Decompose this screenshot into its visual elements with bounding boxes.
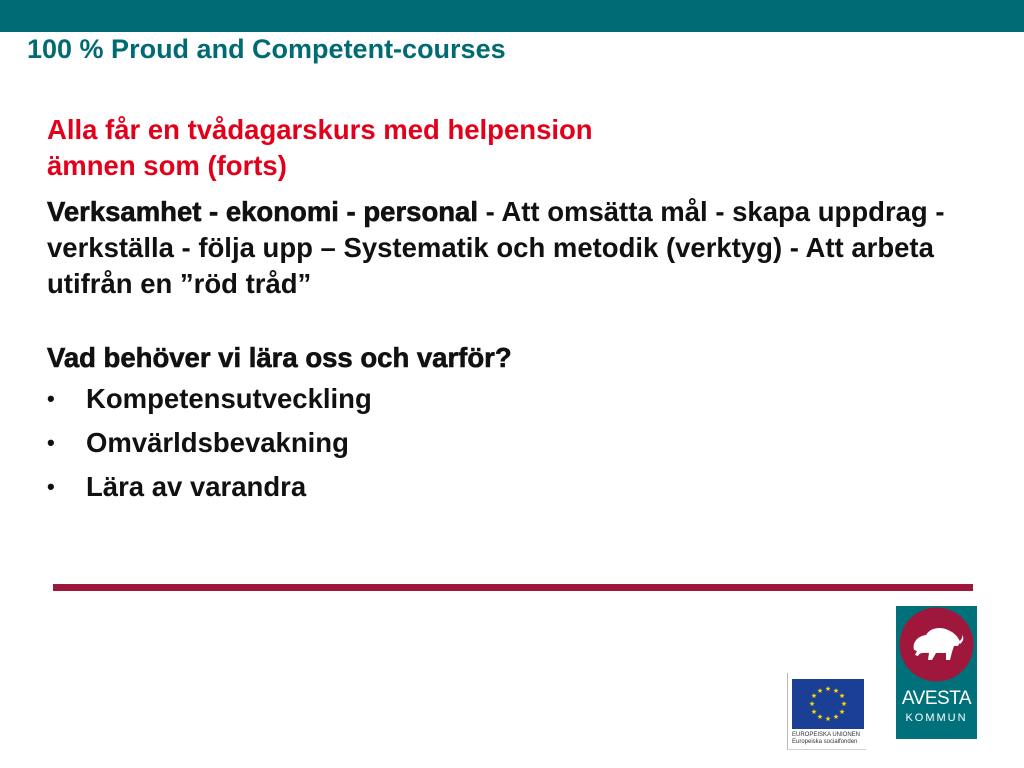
header-bar: [0, 0, 1024, 32]
svg-text:★: ★: [832, 687, 840, 695]
avesta-sub: KOMMUN: [905, 712, 968, 724]
bullet-icon: •: [47, 386, 55, 411]
slide-content: [47, 112, 947, 513]
divider: [53, 584, 973, 591]
svg-text:★: ★: [832, 713, 840, 721]
svg-text:★: ★: [824, 715, 832, 723]
subheading-line-2: ämnen som (forts): [47, 150, 287, 181]
eu-flag-icon: [792, 679, 864, 729]
bullet-label: Omvärldsbevakning: [86, 427, 349, 458]
svg-text:★: ★: [838, 708, 846, 716]
bison-icon: [898, 606, 975, 683]
subheading: [47, 112, 947, 184]
bullet-icon: •: [47, 430, 55, 455]
svg-text:★: ★: [810, 692, 818, 700]
eu-label: EUROPEISKA UNIONEN: [792, 732, 861, 738]
question-heading: Vad behöver vi lära oss och varför?: [47, 342, 512, 373]
subheading-line-1: Alla får en tvådagarskurs med helpension: [47, 114, 593, 145]
avesta-name: AVESTA: [901, 688, 972, 709]
list-item: [47, 425, 947, 461]
list-item: [47, 381, 947, 417]
svg-text:★: ★: [824, 685, 832, 693]
bullet-list: [47, 381, 947, 505]
bullet-label: Kompetensutveckling: [86, 383, 372, 414]
avesta-kommun-logo: [896, 606, 977, 739]
svg-text:★: ★: [816, 713, 824, 721]
topics-emphasis: Verksamhet - ekonomi - personal: [47, 196, 478, 227]
eu-stars-icon: [792, 679, 864, 729]
svg-text:★: ★: [810, 708, 818, 716]
topics-paragraph: [47, 194, 947, 302]
eu-logo: [787, 673, 866, 750]
list-item: [47, 469, 947, 505]
slide-title: 100 % Proud and Competent-courses: [27, 34, 506, 64]
bullet-label: Lära av varandra: [86, 471, 307, 502]
svg-text:★: ★: [816, 687, 824, 695]
esf-label: Europeiska socialfonden: [792, 739, 858, 745]
topics-text: - Att omsätta mål - skapa uppdrag - verkställa - följa upp – Systematik och metodik (verktyg) - Att arbeta utifrån en ”röd tråd”: [47, 196, 945, 299]
bullet-icon: •: [47, 474, 55, 499]
svg-text:★: ★: [840, 700, 848, 708]
svg-text:★: ★: [838, 692, 846, 700]
svg-text:★: ★: [808, 700, 816, 708]
